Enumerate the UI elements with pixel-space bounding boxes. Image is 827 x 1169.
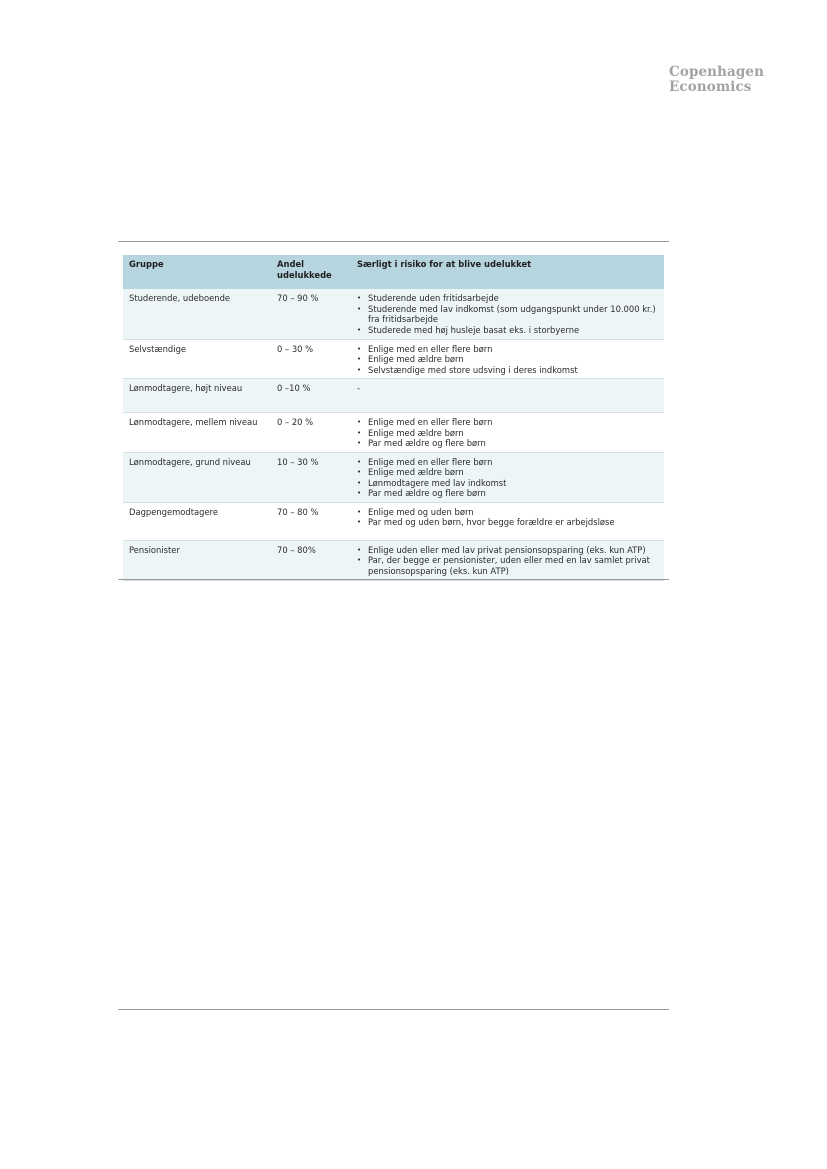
- list-item: • Enlige med ældre børn: [357, 428, 658, 439]
- table-row: [123, 379, 664, 413]
- header-share: Andel udelukkede: [271, 255, 351, 289]
- list-item: • Lønmodtagere med lav indkomst: [357, 478, 658, 489]
- risk-table: [123, 255, 664, 581]
- empty-dash: -: [357, 383, 361, 393]
- cell-share: 0 – 30 %: [271, 339, 351, 379]
- cell-group: Lønmodtagere, højt niveau: [123, 379, 271, 413]
- list-item: • Par, der begge er pensionister, uden eller med en lav samlet privat pensionsopsparing (eks. kun ATP): [357, 555, 658, 576]
- risk-list: [357, 293, 658, 335]
- header-group: Gruppe: [123, 255, 271, 289]
- cell-risk: [351, 540, 664, 580]
- risk-list: [357, 457, 658, 499]
- list-item: • Enlige med en eller flere børn: [357, 457, 658, 468]
- cell-share: 70 – 90 %: [271, 289, 351, 339]
- list-item: • Selvstændige med store udsving i deres indkomst: [357, 365, 658, 376]
- top-rule: [118, 241, 669, 242]
- list-item: • Par med og uden børn, hvor begge forældre er arbejdsløse: [357, 517, 658, 528]
- table-row: [123, 289, 664, 339]
- cell-share: 70 – 80 %: [271, 502, 351, 540]
- cell-share: 0 – 20 %: [271, 413, 351, 453]
- table-row: [123, 413, 664, 453]
- table-row: [123, 452, 664, 502]
- logo-line-1: Copenhagen: [669, 64, 764, 80]
- list-item: • Par med ældre og flere børn: [357, 438, 658, 449]
- risk-list: [357, 344, 658, 376]
- list-item: • Enlige med og uden børn: [357, 507, 658, 518]
- risk-list: [357, 417, 658, 449]
- cell-share: 0 –10 %: [271, 379, 351, 413]
- cell-group: Dagpengemodtagere: [123, 502, 271, 540]
- page-bottom-rule: [118, 1009, 669, 1010]
- cell-risk: [351, 339, 664, 379]
- cell-group: Lønmodtagere, mellem niveau: [123, 413, 271, 453]
- cell-risk: [351, 502, 664, 540]
- table-row: [123, 540, 664, 580]
- risk-list: [357, 507, 658, 528]
- cell-group: Pensionister: [123, 540, 271, 580]
- list-item: • Enlige med ældre børn: [357, 467, 658, 478]
- cell-group: Lønmodtagere, grund niveau: [123, 452, 271, 502]
- cell-risk: [351, 452, 664, 502]
- cell-group: Selvstændige: [123, 339, 271, 379]
- cell-risk: [351, 379, 664, 413]
- table-bottom-rule: [118, 579, 669, 580]
- list-item: • Studerede med høj husleje basat eks. i storbyerne: [357, 325, 658, 336]
- list-item: • Enlige med en eller flere børn: [357, 417, 658, 428]
- list-item: • Par med ældre og flere børn: [357, 488, 658, 499]
- company-logo: [669, 65, 764, 95]
- cell-risk: [351, 413, 664, 453]
- list-item: • Enlige med en eller flere børn: [357, 344, 658, 355]
- cell-group: Studerende, udeboende: [123, 289, 271, 339]
- list-item: • Studerende med lav indkomst (som udgangspunkt under 10.000 kr.) fra fritidsarbejde: [357, 304, 658, 325]
- list-item: • Enlige uden eller med lav privat pensionsopsparing (eks. kun ATP): [357, 545, 658, 556]
- risk-list: [357, 545, 658, 577]
- table-header-row: [123, 255, 664, 289]
- logo-line-2: Economics: [669, 79, 752, 95]
- list-item: • Enlige med ældre børn: [357, 354, 658, 365]
- table-body: [123, 289, 664, 580]
- header-risk: Særligt i risiko for at blive udelukket: [351, 255, 664, 289]
- list-item: • Studerende uden fritidsarbejde: [357, 293, 658, 304]
- cell-share: 70 – 80%: [271, 540, 351, 580]
- cell-share: 10 – 30 %: [271, 452, 351, 502]
- table-row: [123, 502, 664, 540]
- cell-risk: [351, 289, 664, 339]
- table-row: [123, 339, 664, 379]
